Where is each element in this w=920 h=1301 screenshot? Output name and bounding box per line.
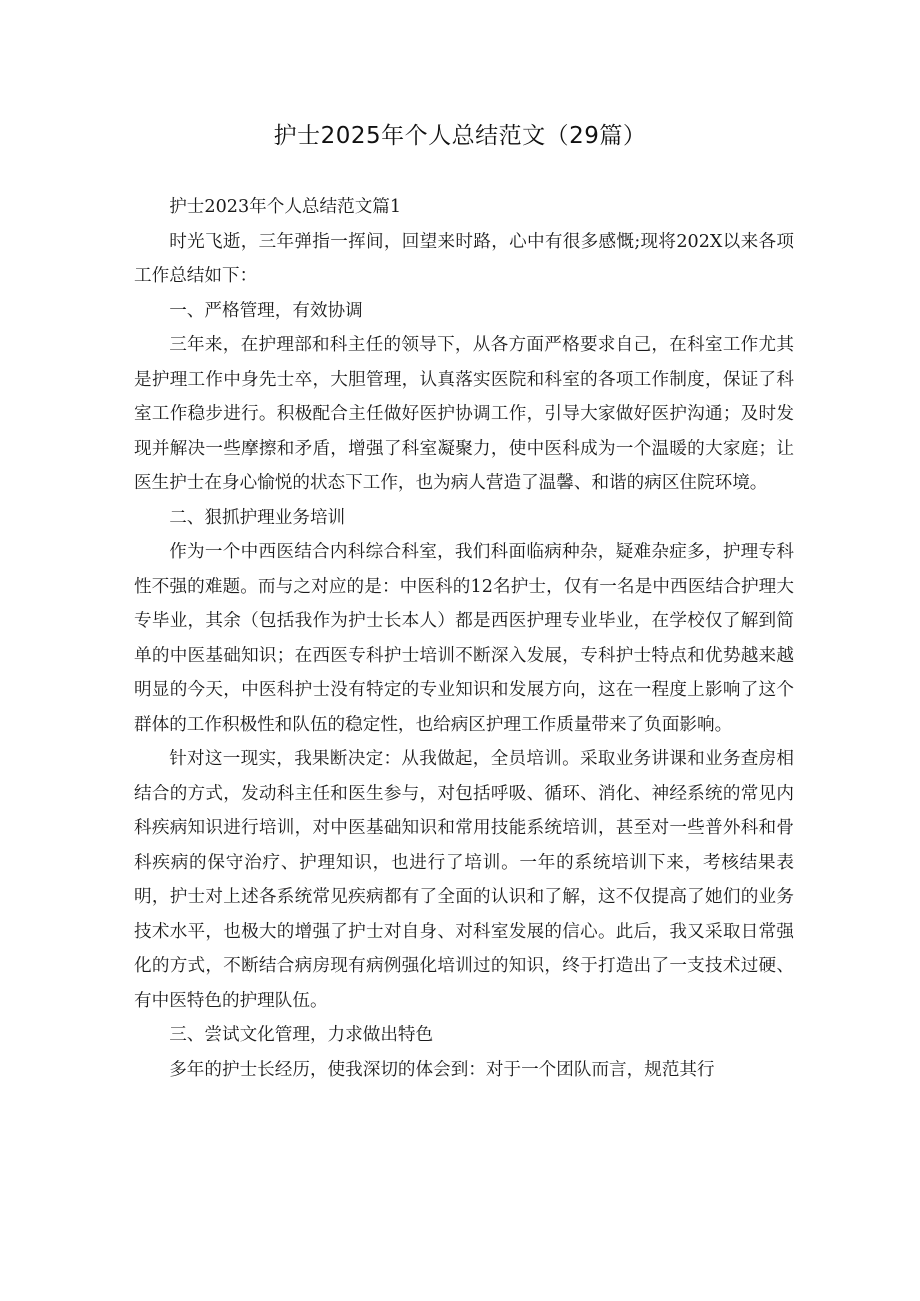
body-paragraph: 三年来，在护理部和科主任的领导下，从各方面严格要求自己，在科室工作尤其是护理工作中身先士卒，大胆管理，认真落实医院和科室的各项工作制度，保证了科室工作稳步进行。积极配合主任做好医护协调工作，引导大家做好医护沟通；及时发现并解决一些摩擦和矛盾，增强了科室凝聚力，使中医科成为一个温暖的大家庭；让医生护士在身心愉悦的状态下工作，也为病人营造了温馨、和谐的病区住院环境。 bbox=[134, 335, 794, 493]
section-heading: 三、尝试文化管理，力求做出特色 bbox=[169, 1025, 434, 1045]
document-title: 护士2025年个人总结范文（29篇） bbox=[273, 123, 647, 149]
section-heading: 护士2023年个人总结范文篇1 bbox=[169, 197, 402, 217]
body-paragraph: 时光飞逝，三年弹指一挥间，回望来时路，心中有很多感慨;现将202X以来各项工作总结如下： bbox=[134, 231, 794, 286]
document-body bbox=[134, 190, 794, 1087]
body-paragraph: 多年的护士长经历，使我深切的体会到：对于一个团队而言，规范其行 bbox=[169, 1059, 715, 1080]
section-heading: 一、严格管理，有效协调 bbox=[169, 300, 363, 321]
body-paragraph: 针对这一现实，我果断决定：从我做起，全员培训。采取业务讲课和业务查房相结合的方式，发动科主任和医生参与，对包括呼吸、循环、消化、神经系统的常见内科疾病知识进行培训，对中医基础知识和常用技能系统培训，甚至对一些普外科和骨科疾病的保守治疗、护理知识，也进行了培训。一年的系统培训下来，考核结果表明，护士对上述各系统常见疾病都有了全面的认识和了解，这不仅提高了她们的业务技术水平，也极大的增强了护士对自身、对科室发展的信心。此后，我又采取日常强化的方式，不断结合病房现有病例强化培训过的知识，终于打造出了一支技术过硬、有中医特色的护理队伍。 bbox=[134, 749, 794, 1011]
section-heading: 二、狠抓护理业务培训 bbox=[169, 507, 346, 528]
body-paragraph: 作为一个中西医结合内科综合科室，我们科面临病种杂，疑难杂症多，护理专科性不强的难题。而与之对应的是：中医科的12名护士，仅有一名是中西医结合护理大专毕业，其余（包括我作为护士长本人）都是西医护理专业毕业，在学校仅了解到简单的中医基础知识；在西医专科护士培训不断深入发展，专科护士特点和优势越来越明显的今天，中医科护士没有特定的专业知识和发展方向，这在一程度上影响了这个群体的工作积极性和队伍的稳定性，也给病区护理工作质量带来了负面影响。 bbox=[134, 542, 794, 735]
